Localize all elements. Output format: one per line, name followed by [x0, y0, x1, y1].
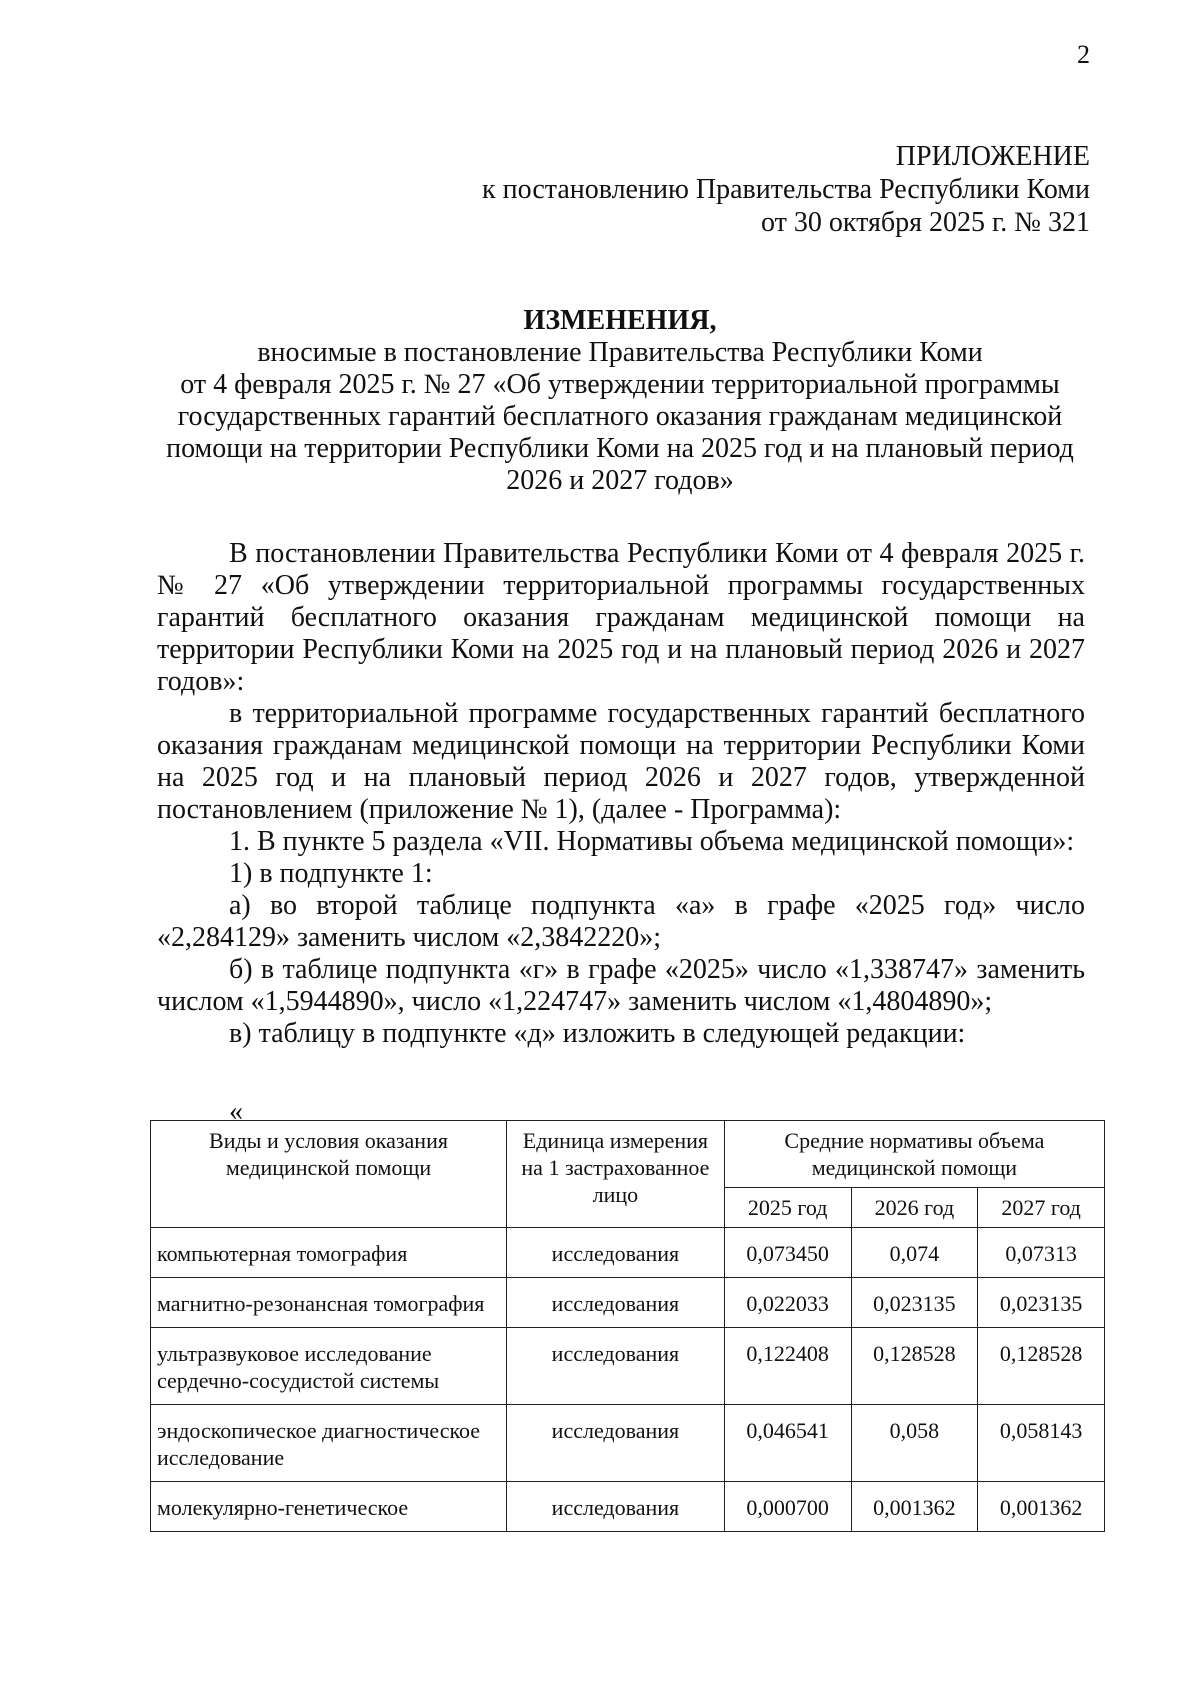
table-row — [151, 1482, 1105, 1532]
cell-type: компьютерная томография — [151, 1228, 507, 1278]
title-line: государственных гарантий бесплатного оказания гражданам медицинской — [177, 401, 1063, 432]
header-year-2027: 2027 год — [978, 1188, 1105, 1228]
document-title — [150, 305, 1090, 497]
header-unit: Единица измерения на 1 застрахованное лицо — [507, 1121, 725, 1228]
header-norms: Средние нормативы объема медицинской помощи — [724, 1121, 1104, 1188]
table-row — [151, 1228, 1105, 1278]
norms-table — [150, 1120, 1105, 1532]
cell-2025: 0,000700 — [724, 1482, 851, 1532]
appendix-title: ПРИЛОЖЕНИЕ — [895, 141, 1090, 172]
header-type: Виды и условия оказания медицинской помощи — [151, 1121, 507, 1228]
paragraph: В постановлении Правительства Республики Коми от 4 февраля 2025 г. № 27 «Об утверждении территориальной программы государственных гарантий бесплатного оказания гражданам медицинской помощи на территории Республики Коми на 2025 год и на плановый период 2026 и 2027 годов»: — [157, 538, 1085, 697]
header-year-2025: 2025 год — [724, 1188, 851, 1228]
cell-2025: 0,122408 — [724, 1328, 851, 1405]
title-line: 2026 и 2027 годов» — [506, 465, 734, 496]
cell-type: эндоскопическое диагностическое исследование — [151, 1405, 507, 1482]
cell-2026: 0,001362 — [851, 1482, 978, 1532]
document-heading: ИЗМЕНЕНИЯ, — [523, 305, 717, 336]
title-line: от 4 февраля 2025 г. № 27 «Об утверждении территориальной программы — [180, 369, 1060, 400]
cell-2026: 0,058 — [851, 1405, 978, 1482]
appendix-date: от 30 октября 2025 г. № 321 — [760, 207, 1090, 238]
cell-2025: 0,022033 — [724, 1278, 851, 1328]
cell-2026: 0,023135 — [851, 1278, 978, 1328]
cell-type: магнитно-резонансная томография — [151, 1278, 507, 1328]
cell-unit: исследования — [507, 1482, 725, 1532]
open-quote: « — [229, 1096, 243, 1127]
table-row — [151, 1278, 1105, 1328]
paragraph: в) таблицу в подпункте «д» изложить в следующей редакции: — [229, 1018, 966, 1049]
cell-type: ультразвуковое исследование сердечно-сосудистой системы — [151, 1328, 507, 1405]
cell-2025: 0,046541 — [724, 1405, 851, 1482]
cell-unit: исследования — [507, 1228, 725, 1278]
cell-2026: 0,128528 — [851, 1328, 978, 1405]
title-line: вносимые в постановление Правительства Республики Коми — [257, 337, 983, 368]
appendix-reference: к постановлению Правительства Республики Коми — [482, 174, 1090, 205]
cell-type: молекулярно-генетическое — [151, 1482, 507, 1532]
body-text — [157, 538, 1085, 1050]
paragraph: б) в таблице подпункта «г» в графе «2025» число «1,338747» заменить числом «1,5944890», число «1,224747» заменить числом «1,4804890»; — [157, 954, 1085, 1017]
appendix-block — [390, 140, 1090, 239]
paragraph: 1) в подпункте 1: — [229, 858, 433, 889]
paragraph: а) во второй таблице подпункта «а» в графе «2025 год» число «2,284129» заменить числом «2,3842220»; — [157, 890, 1085, 953]
table-row — [151, 1328, 1105, 1405]
cell-2027: 0,128528 — [978, 1328, 1105, 1405]
cell-2027: 0,023135 — [978, 1278, 1105, 1328]
title-line: помощи на территории Республики Коми на 2025 год и на плановый период — [166, 433, 1074, 464]
cell-unit: исследования — [507, 1328, 725, 1405]
paragraph: в территориальной программе государственных гарантий бесплатного оказания гражданам медицинской помощи на территории Республики Коми на 2025 год и на плановый период 2026 и 2027 годов, утвержденной постановлением (приложение № 1), (далее - Программа): — [157, 698, 1085, 825]
cell-2027: 0,001362 — [978, 1482, 1105, 1532]
header-year-2026: 2026 год — [851, 1188, 978, 1228]
cell-2027: 0,058143 — [978, 1405, 1105, 1482]
table-row — [151, 1405, 1105, 1482]
page-number: 2 — [1077, 40, 1090, 69]
cell-unit: исследования — [507, 1405, 725, 1482]
cell-unit: исследования — [507, 1278, 725, 1328]
cell-2027: 0,07313 — [978, 1228, 1105, 1278]
cell-2025: 0,073450 — [724, 1228, 851, 1278]
cell-2026: 0,074 — [851, 1228, 978, 1278]
paragraph: 1. В пункте 5 раздела «VII. Нормативы объема медицинской помощи»: — [229, 826, 1075, 857]
